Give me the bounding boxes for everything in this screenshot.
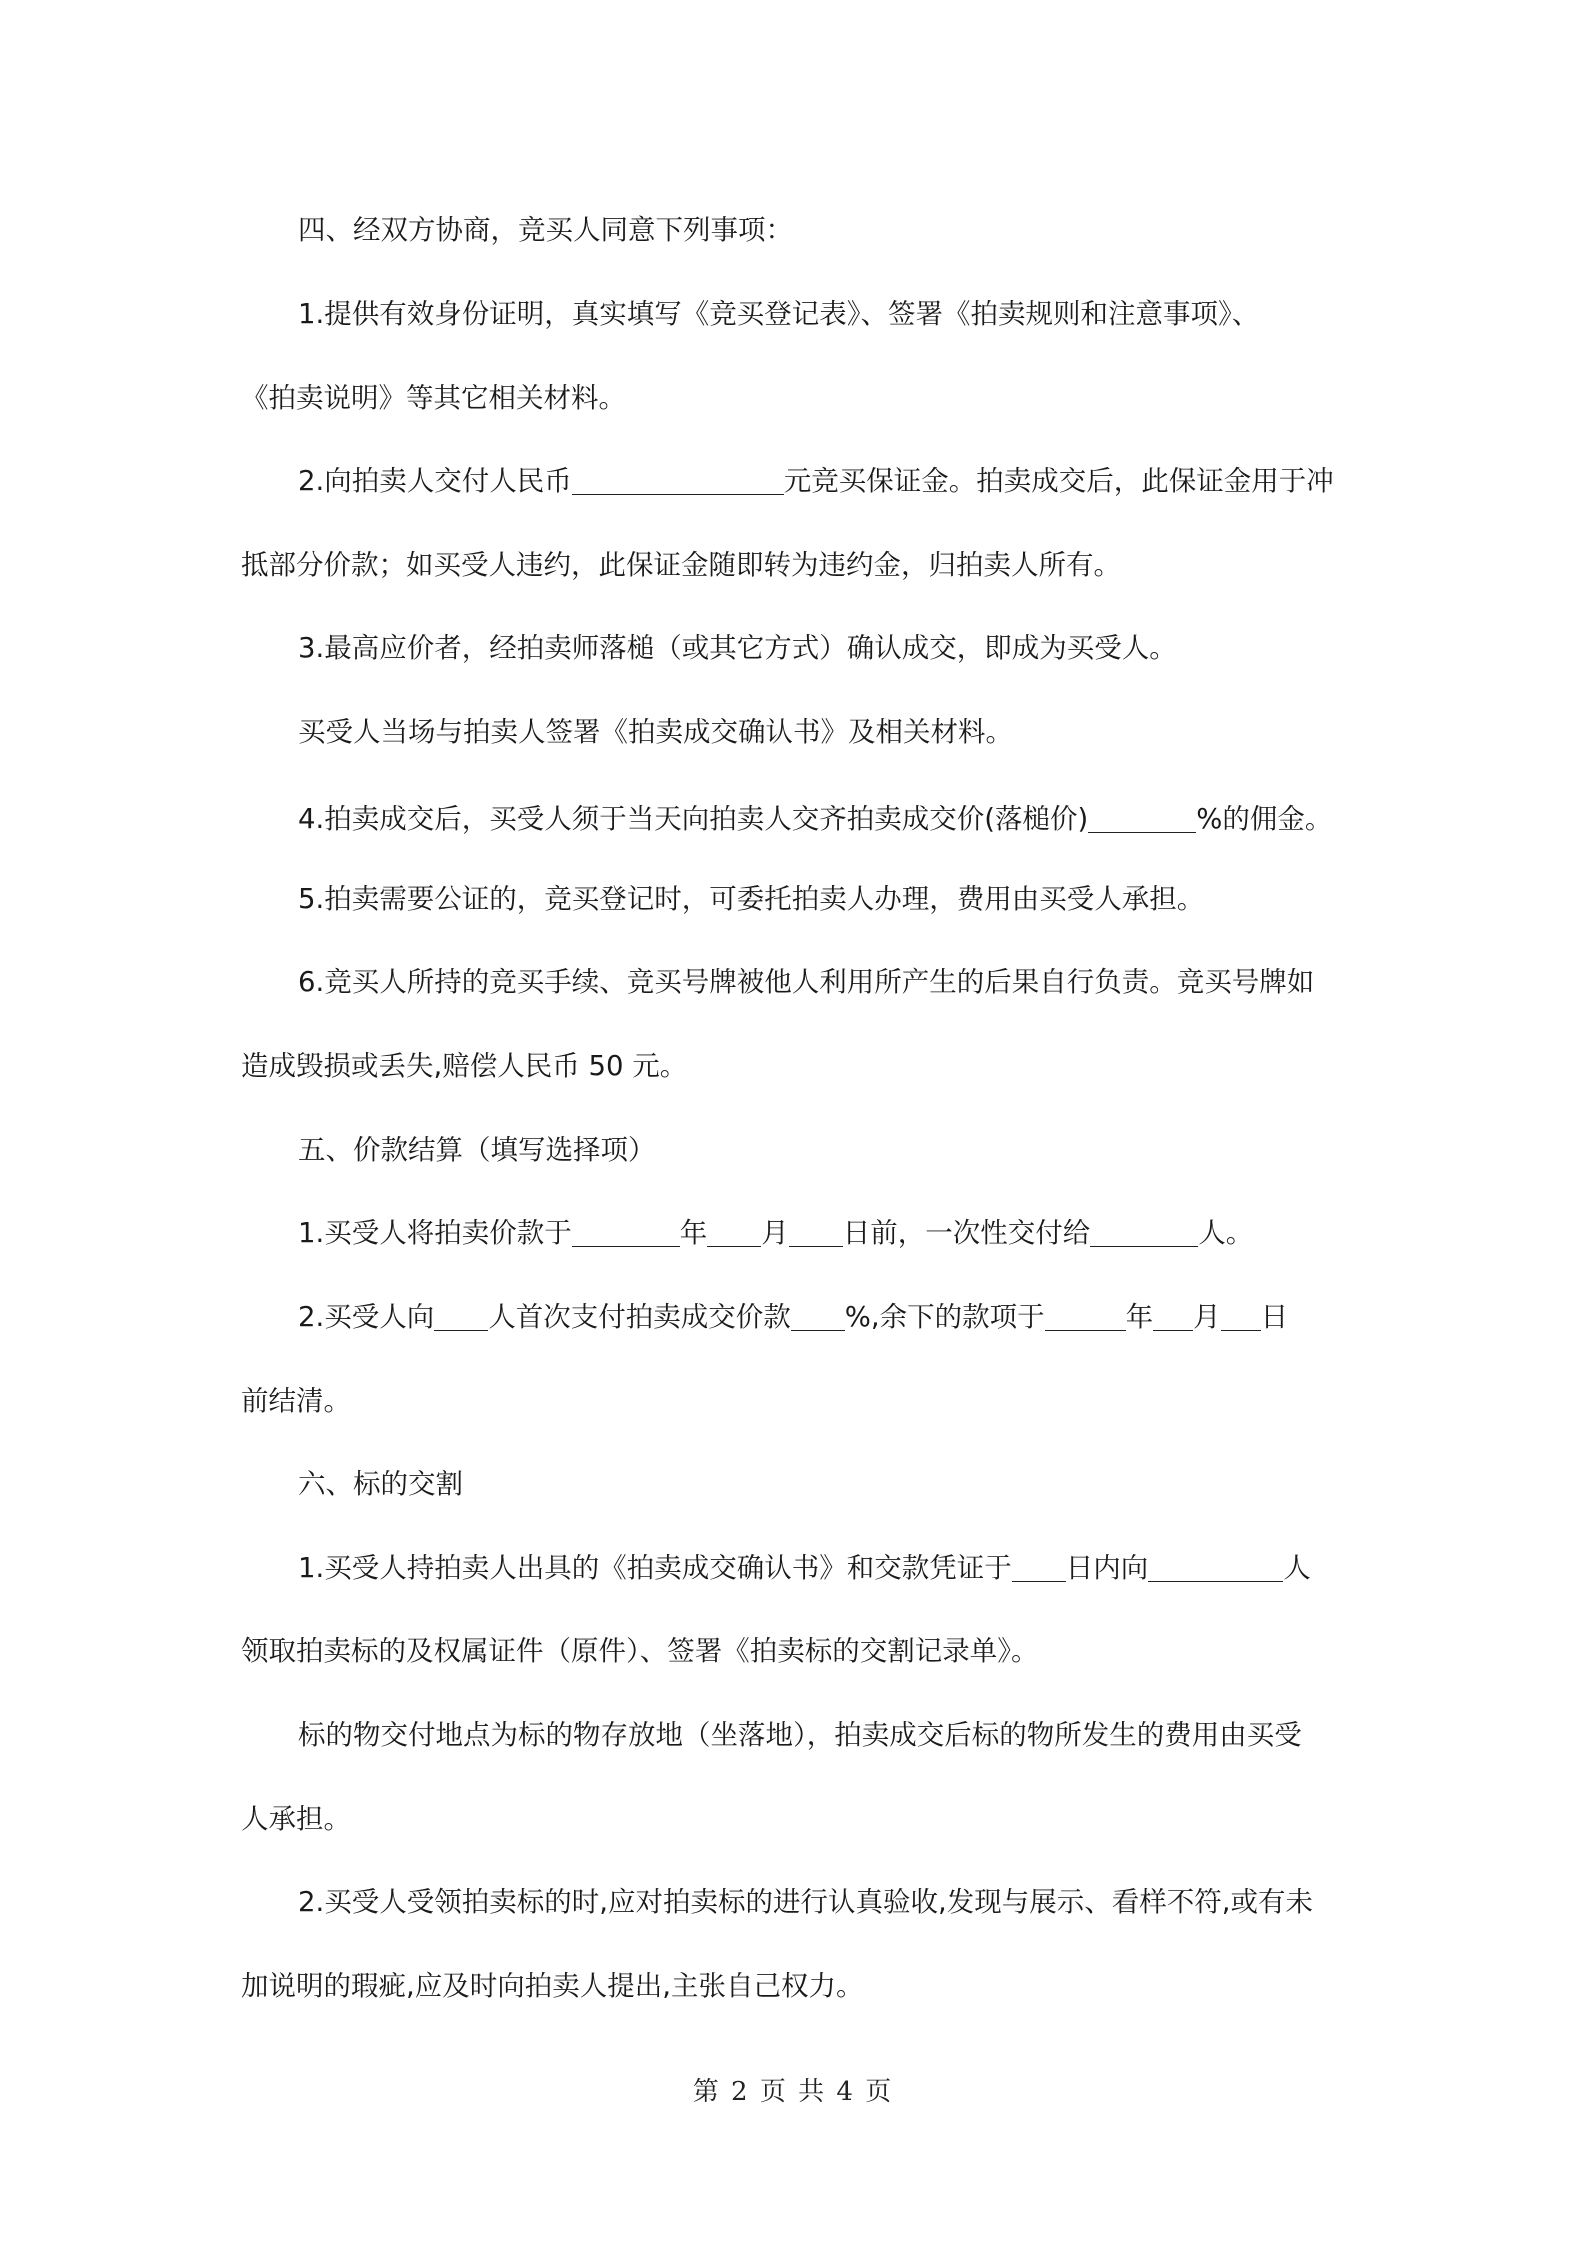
section-5-heading: 五、价款结算（填写选择项） bbox=[298, 1134, 656, 1166]
s6-item-1-line-3: 标的物交付地点为标的物存放地（坐落地），拍卖成交后标的物所发生的费用由买受 bbox=[298, 1719, 1302, 1751]
s4-item-4-line bbox=[298, 799, 1361, 839]
page-number-footer: 第 2 页 共 4 页 bbox=[692, 2077, 894, 2107]
section-6-heading: 六、标的交割 bbox=[298, 1468, 463, 1500]
s4-item-6-line-1: 6.竞买人所持的竞买手续、竞买号牌被他人利用所产生的后果自行负责。竞买号牌如 bbox=[298, 966, 1315, 998]
s4-item-1-line-1: 1.提供有效身份证明，真实填写《竞买登记表》、签署《拍卖规则和注意事项》、 bbox=[298, 298, 1260, 330]
s4-item-4-text-a: 4.拍卖成交后，买受人须于当天向拍卖人交齐拍卖成交价(落槌价) bbox=[298, 803, 1089, 835]
s4-item-1-line-2: 《拍卖说明》等其它相关材料。 bbox=[241, 382, 626, 414]
s5-item-2-year-label: 年 bbox=[1125, 1301, 1154, 1333]
s6-item-2-line-1: 2.买受人受领拍卖标的时,应对拍卖标的进行认真验收,发现与展示、看样不符,或有未 bbox=[298, 1886, 1313, 1918]
s4-item-6-line-2: 造成毁损或丢失,赔偿人民币 50 元。 bbox=[241, 1050, 688, 1082]
s5-item-2-line-1 bbox=[298, 1297, 1361, 1337]
s5-item-2-month-label: 月 bbox=[1193, 1301, 1221, 1333]
payment-day-blank[interactable] bbox=[789, 1216, 843, 1247]
s5-item-2-text-a: 2.买受人向 bbox=[298, 1301, 435, 1333]
s4-item-2-line-2: 抵部分价款；如买受人违约，此保证金随即转为违约金，归拍卖人所有。 bbox=[241, 549, 1121, 581]
s5-item-1-text-c: 人。 bbox=[1198, 1217, 1254, 1249]
s5-item-2-day-label: 日 bbox=[1260, 1301, 1289, 1333]
balance-year-blank[interactable] bbox=[1045, 1300, 1126, 1331]
balance-day-blank[interactable] bbox=[1221, 1300, 1261, 1331]
balance-month-blank[interactable] bbox=[1153, 1300, 1193, 1331]
pickup-party-blank[interactable] bbox=[1148, 1551, 1283, 1582]
s4-item-2-line-1 bbox=[298, 461, 1361, 501]
s6-item-1-text-b: 日内向 bbox=[1065, 1552, 1149, 1584]
s6-item-1-line-1 bbox=[298, 1548, 1361, 1588]
s6-item-2-line-2: 加说明的瑕疵,应及时向拍卖人提出,主张自己权力。 bbox=[241, 1970, 864, 2002]
payee-name-blank[interactable] bbox=[1090, 1216, 1198, 1247]
first-payment-percent-blank[interactable] bbox=[791, 1300, 845, 1331]
first-payee-blank[interactable] bbox=[434, 1300, 488, 1331]
s4-item-2-text-a: 2.向拍卖人交付人民币 bbox=[298, 465, 572, 497]
pickup-days-blank[interactable] bbox=[1012, 1551, 1066, 1582]
s5-item-1-text-a: 1.买受人将拍卖价款于 bbox=[298, 1217, 572, 1249]
s5-item-1-line bbox=[298, 1213, 1361, 1253]
s5-item-1-year-label: 年 bbox=[679, 1217, 708, 1249]
s4-item-4-text-b: %的佣金。 bbox=[1196, 803, 1333, 835]
s5-item-2-text-c: %,余下的款项于 bbox=[844, 1301, 1045, 1333]
s4-item-3-line-2: 买受人当场与拍卖人签署《拍卖成交确认书》及相关材料。 bbox=[298, 716, 1013, 748]
s5-item-2-line-2: 前结清。 bbox=[241, 1385, 351, 1417]
commission-percent-blank[interactable] bbox=[1088, 802, 1196, 833]
s5-item-2-text-b: 人首次支付拍卖成交价款 bbox=[488, 1301, 791, 1333]
s5-item-1-text-b: 日前，一次性交付给 bbox=[842, 1217, 1091, 1249]
s4-item-2-text-b: 元竞买保证金。拍卖成交后，此保证金用于冲 bbox=[783, 465, 1334, 497]
s4-item-5-line: 5.拍卖需要公证的，竞买登记时，可委托拍卖人办理，费用由买受人承担。 bbox=[298, 883, 1205, 915]
deposit-amount-blank[interactable] bbox=[572, 464, 784, 495]
s6-item-1-text-c: 人 bbox=[1283, 1552, 1311, 1584]
s6-item-1-line-4: 人承担。 bbox=[241, 1803, 351, 1835]
payment-year-blank[interactable] bbox=[572, 1216, 680, 1247]
s6-item-1-line-2: 领取拍卖标的及权属证件（原件）、签署《拍卖标的交割记录单》。 bbox=[241, 1635, 1039, 1667]
s4-item-3-line-1: 3.最高应价者，经拍卖师落槌（或其它方式）确认成交，即成为买受人。 bbox=[298, 632, 1177, 664]
s6-item-1-text-a: 1.买受人持拍卖人出具的《拍卖成交确认书》和交款凭证于 bbox=[298, 1552, 1012, 1584]
section-4-heading: 四、经双方协商，竞买人同意下列事项： bbox=[298, 214, 793, 246]
payment-month-blank[interactable] bbox=[707, 1216, 761, 1247]
s5-item-1-month-label: 月 bbox=[761, 1217, 789, 1249]
